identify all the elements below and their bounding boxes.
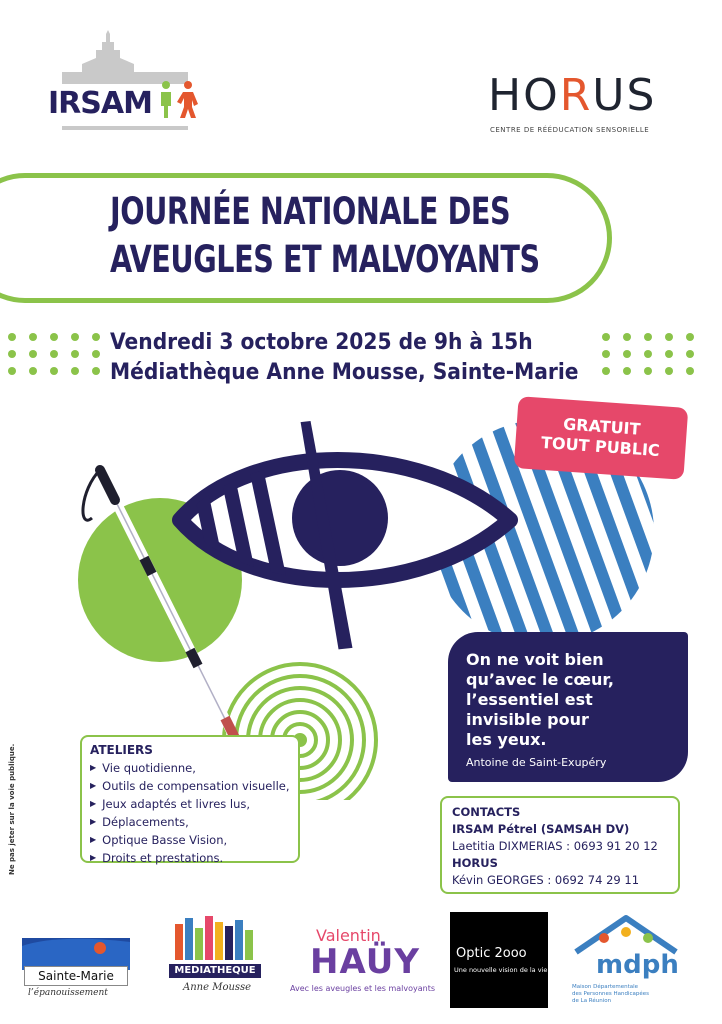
side-note: Ne pas jeter sur la voie publique. [8, 743, 16, 875]
bullet-triangle-icon: ▶ [90, 799, 97, 808]
sainte-marie-tagline: l’épanouissement [28, 988, 108, 998]
mdph-label: mdph [596, 950, 679, 980]
title-line-1: JOURNÉE NATIONALE DES [110, 190, 511, 233]
list-item: ▶ Jeux adaptés et livres lus, [90, 797, 251, 811]
ateliers-box [80, 735, 300, 863]
valentin-tagline: Avec les aveugles et les malvoyants [290, 984, 436, 993]
bullet-triangle-icon: ▶ [90, 853, 97, 862]
valentin-hauy-logo [290, 912, 435, 1008]
optic-tagline: Une nouvelle vision de la vie [454, 966, 548, 974]
mediatheque-sub: Anne Mousse [183, 982, 252, 993]
contact-person-2: Kévin GEORGES : 0692 74 29 11 [452, 873, 640, 887]
contacts-title: CONTACTS [452, 805, 521, 819]
irsam-logo [48, 28, 208, 138]
sainte-marie-label: Sainte-Marie [24, 966, 128, 986]
contact-person-1: Laetitia DIXMERIAS : 0693 91 20 12 [452, 839, 658, 853]
ateliers-title: ATELIERS [90, 743, 153, 757]
cathedral-icon [62, 28, 188, 84]
valentin-label: Valentin [316, 926, 381, 945]
dots-right [602, 333, 694, 375]
irsam-underline [62, 126, 188, 130]
mdph-tagline: Maison Départementale des Personnes Handicapées de La Réunion [572, 984, 649, 1004]
contact-org-1: IRSAM Pétrel (SAMSAH DV) [452, 822, 630, 836]
quote-box [448, 632, 688, 782]
bullet-triangle-icon: ▶ [90, 817, 97, 826]
bullet-triangle-icon: ▶ [90, 781, 97, 790]
mediatheque-logo [165, 912, 265, 1008]
page-title [110, 188, 574, 284]
irsam-wordmark: IRSAM [48, 86, 152, 121]
list-item: ▶ Droits et prestations. [90, 851, 224, 865]
event-location: Médiathèque Anne Mousse, Sainte-Marie [110, 360, 579, 385]
list-item: ▶ Vie quotidienne, [90, 761, 196, 775]
dots-left [8, 333, 100, 375]
free-public-badge [514, 396, 689, 480]
badge-line-1: GRATUIT [562, 414, 642, 439]
bullet-triangle-icon: ▶ [90, 763, 97, 772]
mediatheque-label: MEDIATHEQUE [169, 964, 261, 978]
contacts-box [440, 796, 680, 894]
event-date-time: Vendredi 3 octobre 2025 de 9h à 15h [110, 330, 533, 355]
sainte-marie-emblem [18, 912, 133, 972]
contact-org-2: HORUS [452, 856, 498, 870]
horus-logo [488, 70, 688, 140]
hauy-label: HAÜY [310, 942, 420, 982]
quote-author: Antoine de Saint-Exupéry [466, 756, 607, 769]
list-item: ▶ Outils de compensation visuelle, [90, 779, 290, 793]
title-line-2: AVEUGLES ET MALVOYANTS [110, 238, 540, 281]
badge-line-2: TOUT PUBLIC [540, 432, 661, 461]
horus-tagline: CENTRE DE RÉÉDUCATION SENSORIELLE [490, 126, 650, 134]
walking-people-icon [156, 80, 204, 120]
sainte-marie-logo [18, 912, 133, 1008]
books-icon [165, 912, 265, 962]
horus-wordmark: HORUS [488, 70, 657, 121]
list-item: ▶ Déplacements, [90, 815, 189, 829]
optic-label: Optic 2ooo [456, 946, 527, 961]
list-item: ▶ Optique Basse Vision, [90, 833, 228, 847]
optic-2000-logo [450, 912, 548, 1008]
mdph-logo [566, 912, 706, 1008]
quote-text: On ne voit bien qu’avec le cœur, l’essentiel est invisible pour les yeux. [466, 650, 614, 749]
bullet-triangle-icon: ▶ [90, 835, 97, 844]
